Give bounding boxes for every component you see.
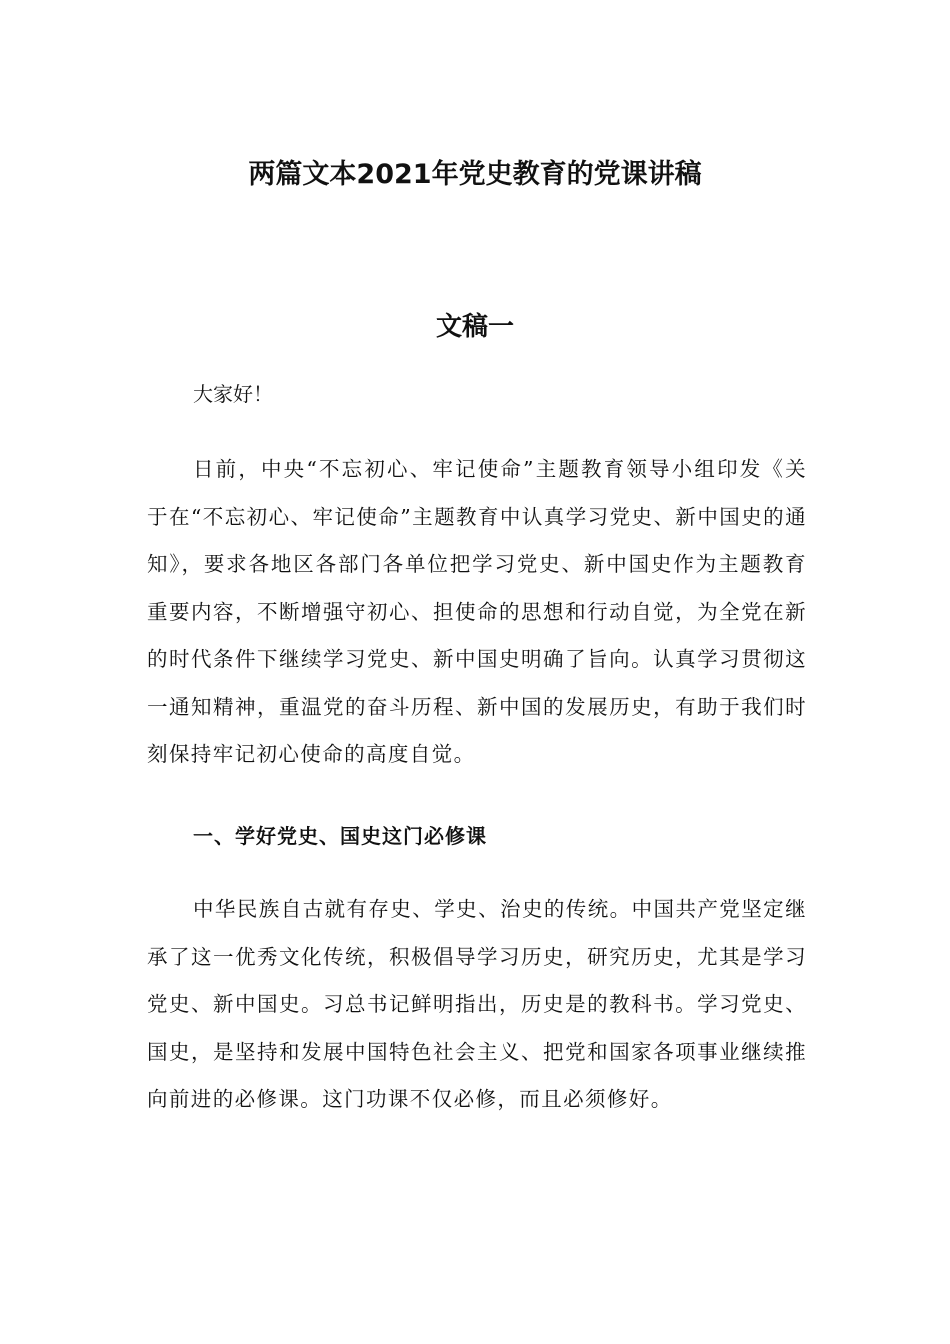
body-paragraph-2: 中华民族自古就有存史、学史、治史的传统。中国共产党坚定继承了这一优秀文化传统，积极倡导学习历史，研究历史，尤其是学习党史、新中国史。习总书记鲜明指出，历史是的教科书。学习党史、国史，是坚持和发展中国特色社会主义、把党和国家各项事业继续推向前进的必修课。这门功课不仅必修，而且必须修好。 <box>147 897 807 1111</box>
document-title: 两篇文本2021年党史教育的党课讲稿 <box>248 159 702 190</box>
subsection-heading-1: 一、学好党史、国史这门必修课 <box>193 824 487 848</box>
section-title: 文稿一 <box>435 312 514 342</box>
body-paragraph-1: 日前，中央“不忘初心、牢记使命”主题教育领导小组印发《关于在“不忘初心、牢记使命”主题教育中认真学习党史、新中国史的通知》，要求各地区各部门各单位把学习党史、新中国史作为主题教育重要内容，不断增强守初心、担使命的思想和行动自觉，为全党在新的时代条件下继续学习党史、新中国史明确了旨向。认真学习贯彻这一通知精神，重温党的奋斗历程、新中国的发展历史，有助于我们时刻保持牢记初心使命的高度自觉。 <box>147 457 807 766</box>
greeting-text: 大家好！ <box>193 382 273 406</box>
